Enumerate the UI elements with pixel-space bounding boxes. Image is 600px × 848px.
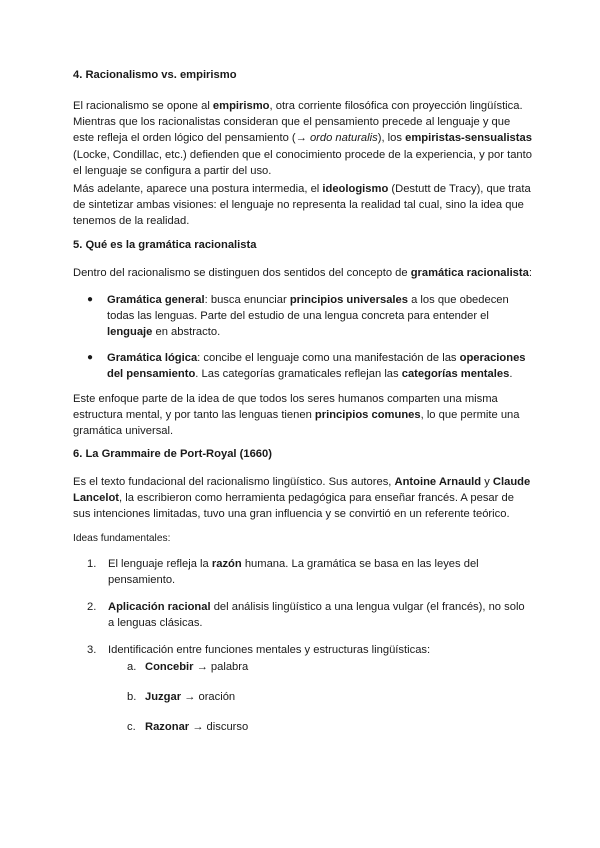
list-item: ● Gramática lógica: concibe el lenguaje como una manifestación de las operaciones del pensamiento. Las categorías gramaticales reflejan las categorías mentales.: [87, 352, 526, 381]
bullet-icon: ●: [87, 294, 94, 305]
section-6-paragraph: Es el texto fundacional del racionalismo lingüístico. Sus autores, Antoine Arnauld y Claude Lancelot, la escribieron como herramienta pedagógica para enseñar francés. A pesar de sus intenciones limitadas, tuvo una gran influencia y se convirtió en un referente teórico.: [73, 476, 531, 521]
list-item: c. Razonar → discurso: [127, 721, 249, 733]
list-item: 2. Aplicación racional del análisis lingüístico a una lengua vulgar (el francés), no solo a lenguas clásicas.: [87, 601, 525, 630]
list-item: 1. El lenguaje refleja la razón humana. La gramática se basa en las leyes del pensamiento.: [87, 558, 479, 587]
section-4-paragraph-2: Más adelante, aparece una postura intermedia, el ideologismo (Destutt de Tracy), que trata de sintetizar ambas visiones: el lenguaje no representa la realidad tal cual, sino la idea que tenemos de la realidad.: [73, 183, 531, 228]
ideas-label: Ideas fundamentales:: [73, 533, 171, 544]
section-6-heading: 6. La Grammaire de Port-Royal (1660): [73, 448, 272, 460]
list-item: b. Juzgar → oración: [127, 691, 236, 703]
list-item: a. Concebir → palabra: [127, 661, 249, 673]
section-5-intro: Dentro del racionalismo se distinguen dos sentidos del concepto de gramática racionalista:: [73, 267, 532, 279]
section-4-heading: 4. Racionalismo vs. empirismo: [73, 69, 237, 81]
section-5-heading: 5. Qué es la gramática racionalista: [73, 239, 257, 251]
list-item: 3. Identificación entre funciones mentales y estructuras lingüísticas:: [87, 644, 431, 656]
section-5-paragraph: Este enfoque parte de la idea de que todos los seres humanos comparten una misma estructura mental, y por tanto las lenguas tienen principios comunes, lo que permite una gramática universal.: [73, 393, 520, 438]
section-4-paragraph-1: El racionalismo se opone al empirismo, otra corriente filosófica con proyección lingüística. Mientras que los racionalistas consideran que el pensamiento precede al lenguaje y que este refleja el orden lógico del pensamiento (→ ordo naturalis), los empiristas-sensualistas (Locke, Condillac, etc.) defienden que el conocimiento procede de la experiencia, y por tanto el lenguaje se configura a partir del uso.: [73, 100, 532, 177]
list-item: ● Gramática general: busca enunciar principios universales a los que obedecen todas las lenguas. Parte del estudio de una lengua concreta para entender el lenguaje en abstracto.: [87, 294, 509, 339]
bullet-icon: ●: [87, 352, 94, 363]
